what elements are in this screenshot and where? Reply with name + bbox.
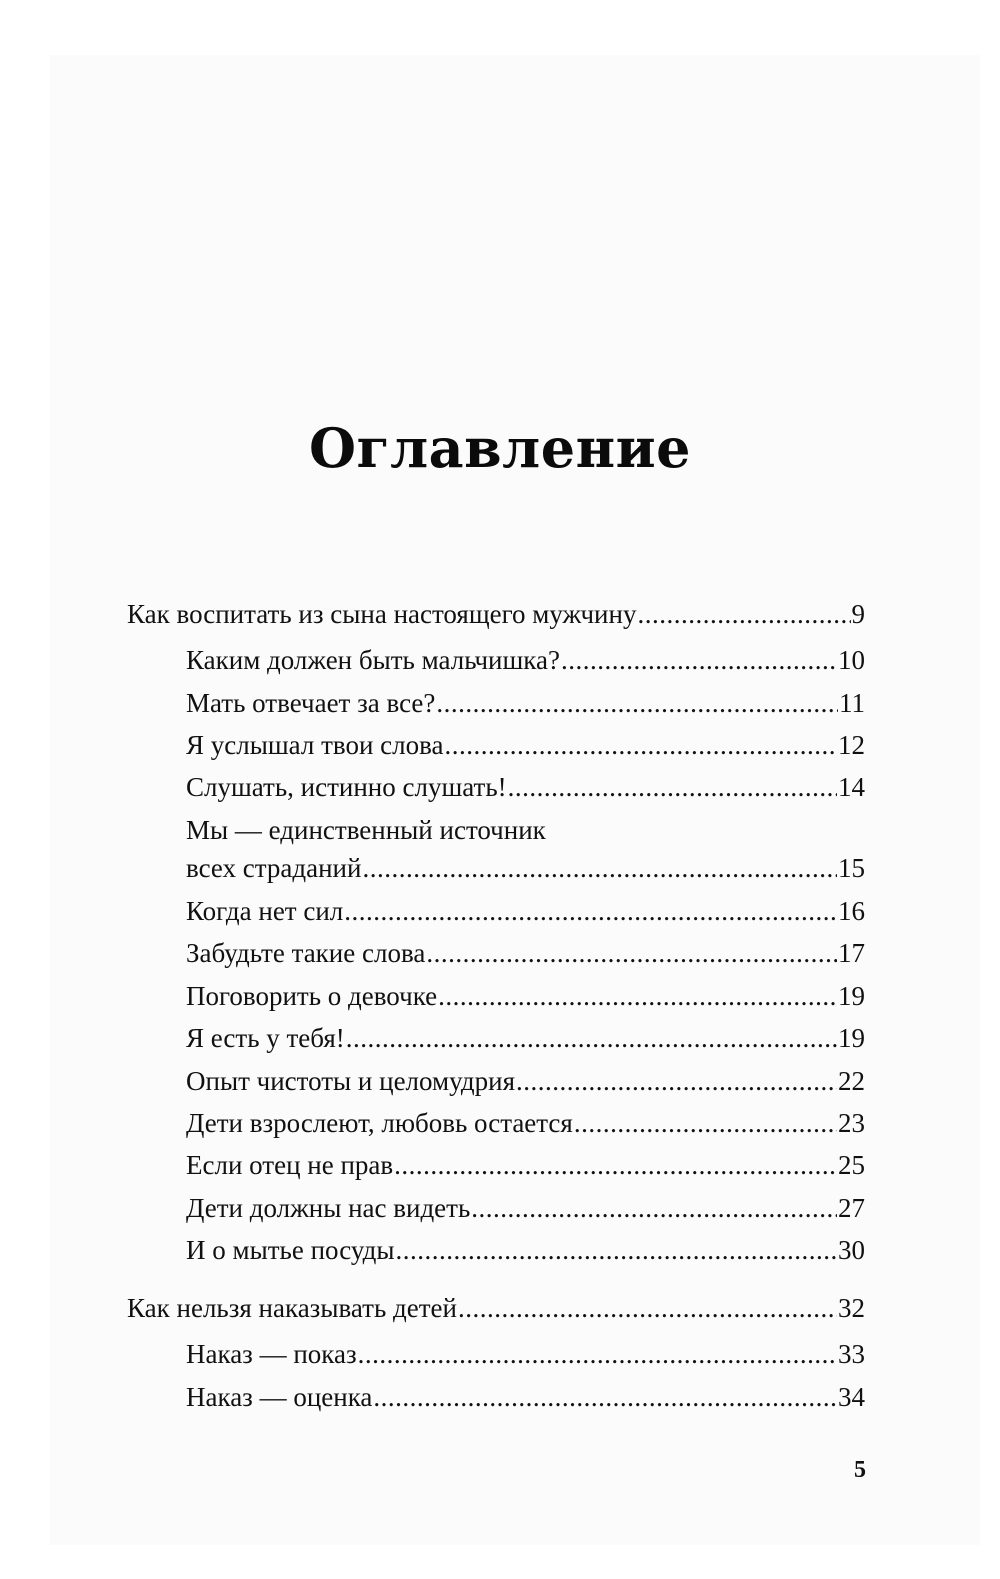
toc-entry-label: Как воспитать из сына настоящего мужчину <box>127 599 637 629</box>
toc-entry-label: Каким должен быть мальчишка? <box>186 645 560 675</box>
toc-entry <box>186 1103 865 1143</box>
toc-entry-label: И о мытье посуды <box>186 1235 395 1265</box>
toc-entry <box>186 891 865 931</box>
toc-entry <box>186 683 865 723</box>
toc-entry-page: 32 <box>838 1293 865 1323</box>
dot-leader <box>574 1103 837 1143</box>
dot-leader <box>471 1188 837 1228</box>
toc-entry-page: 12 <box>838 730 865 760</box>
toc-entry-label: Наказ — оценка <box>186 1382 373 1412</box>
dot-leader <box>362 848 837 888</box>
toc-entry-page: 22 <box>838 1066 865 1096</box>
dot-leader <box>438 976 837 1016</box>
toc-entry-page: 23 <box>838 1108 865 1138</box>
toc-entry-label: Когда нет сил <box>186 896 344 926</box>
toc-entry-page: 9 <box>851 599 865 629</box>
toc-entry-page: 14 <box>838 772 865 802</box>
toc-entry-chapter <box>127 594 865 634</box>
toc-entry-page: 30 <box>838 1235 865 1265</box>
toc-entry-page: 25 <box>838 1150 865 1180</box>
toc-entry-label: Дети должны нас видеть <box>186 1193 471 1223</box>
dot-leader <box>358 1334 837 1374</box>
dot-leader <box>458 1288 837 1328</box>
toc-entry <box>186 1145 865 1185</box>
toc-entry-label: Слушать, истинно слушать! <box>186 772 507 802</box>
dot-leader <box>445 725 838 765</box>
toc-entry-label: всех страданий <box>186 853 362 883</box>
dot-leader <box>394 1145 837 1185</box>
toc-entry <box>186 933 865 973</box>
toc-entry <box>186 1377 865 1417</box>
toc-entry-page: 11 <box>839 688 865 718</box>
toc-entry-label: Дети взрослеют, любовь остается <box>186 1108 573 1138</box>
toc-entry-page: 19 <box>838 1023 865 1053</box>
toc-entry-chapter <box>127 1288 865 1328</box>
toc-entry-page: 15 <box>838 853 865 883</box>
dot-leader <box>508 767 837 807</box>
toc-entry <box>186 640 865 680</box>
page-title: Оглавление <box>308 416 692 480</box>
toc-entry <box>186 767 865 807</box>
dot-leader <box>436 683 838 723</box>
toc-entry-page: 33 <box>838 1339 865 1369</box>
dot-leader <box>346 1018 837 1058</box>
toc-entry-page: 16 <box>838 896 865 926</box>
toc-entry-page: 17 <box>838 938 865 968</box>
toc-entry-label: Опыт чистоты и целомудрия <box>186 1066 516 1096</box>
toc-entry-label: Мать отвечает за все? <box>186 688 436 718</box>
toc-entry-page: 10 <box>838 645 865 675</box>
toc-entry <box>186 725 865 765</box>
toc-entry-label: Забудьте такие слова <box>186 938 426 968</box>
toc-entry-page: 27 <box>838 1193 865 1223</box>
toc-entry <box>186 848 865 888</box>
dot-leader <box>396 1230 838 1270</box>
dot-leader <box>344 891 837 931</box>
dot-leader <box>637 594 850 634</box>
dot-leader <box>426 933 837 973</box>
toc-entry <box>186 976 865 1016</box>
toc-entry <box>186 1061 865 1101</box>
toc-entry-label: Поговорить о девочке <box>186 981 438 1011</box>
toc-entry-label: Я есть у тебя! <box>186 1023 345 1053</box>
toc-entry-label: Я услышал твои слова <box>186 730 444 760</box>
toc-entry-page: 19 <box>838 981 865 1011</box>
toc-entry <box>186 1018 865 1058</box>
dot-leader <box>373 1377 837 1417</box>
toc-entry-label-line1: Мы — единственный источник <box>186 815 546 845</box>
toc-entry <box>186 1334 865 1374</box>
toc-entry <box>186 1188 865 1228</box>
toc-entry-page: 34 <box>838 1382 865 1412</box>
dot-leader <box>561 640 837 680</box>
dot-leader <box>516 1061 837 1101</box>
toc-entry-label: Если отец не прав <box>186 1150 394 1180</box>
toc-entry-label: Как нельзя наказывать детей <box>127 1293 457 1323</box>
page-number: 5 <box>854 1457 866 1483</box>
toc-entry <box>186 1230 865 1270</box>
toc-entry-label: Наказ — показ <box>186 1339 357 1369</box>
